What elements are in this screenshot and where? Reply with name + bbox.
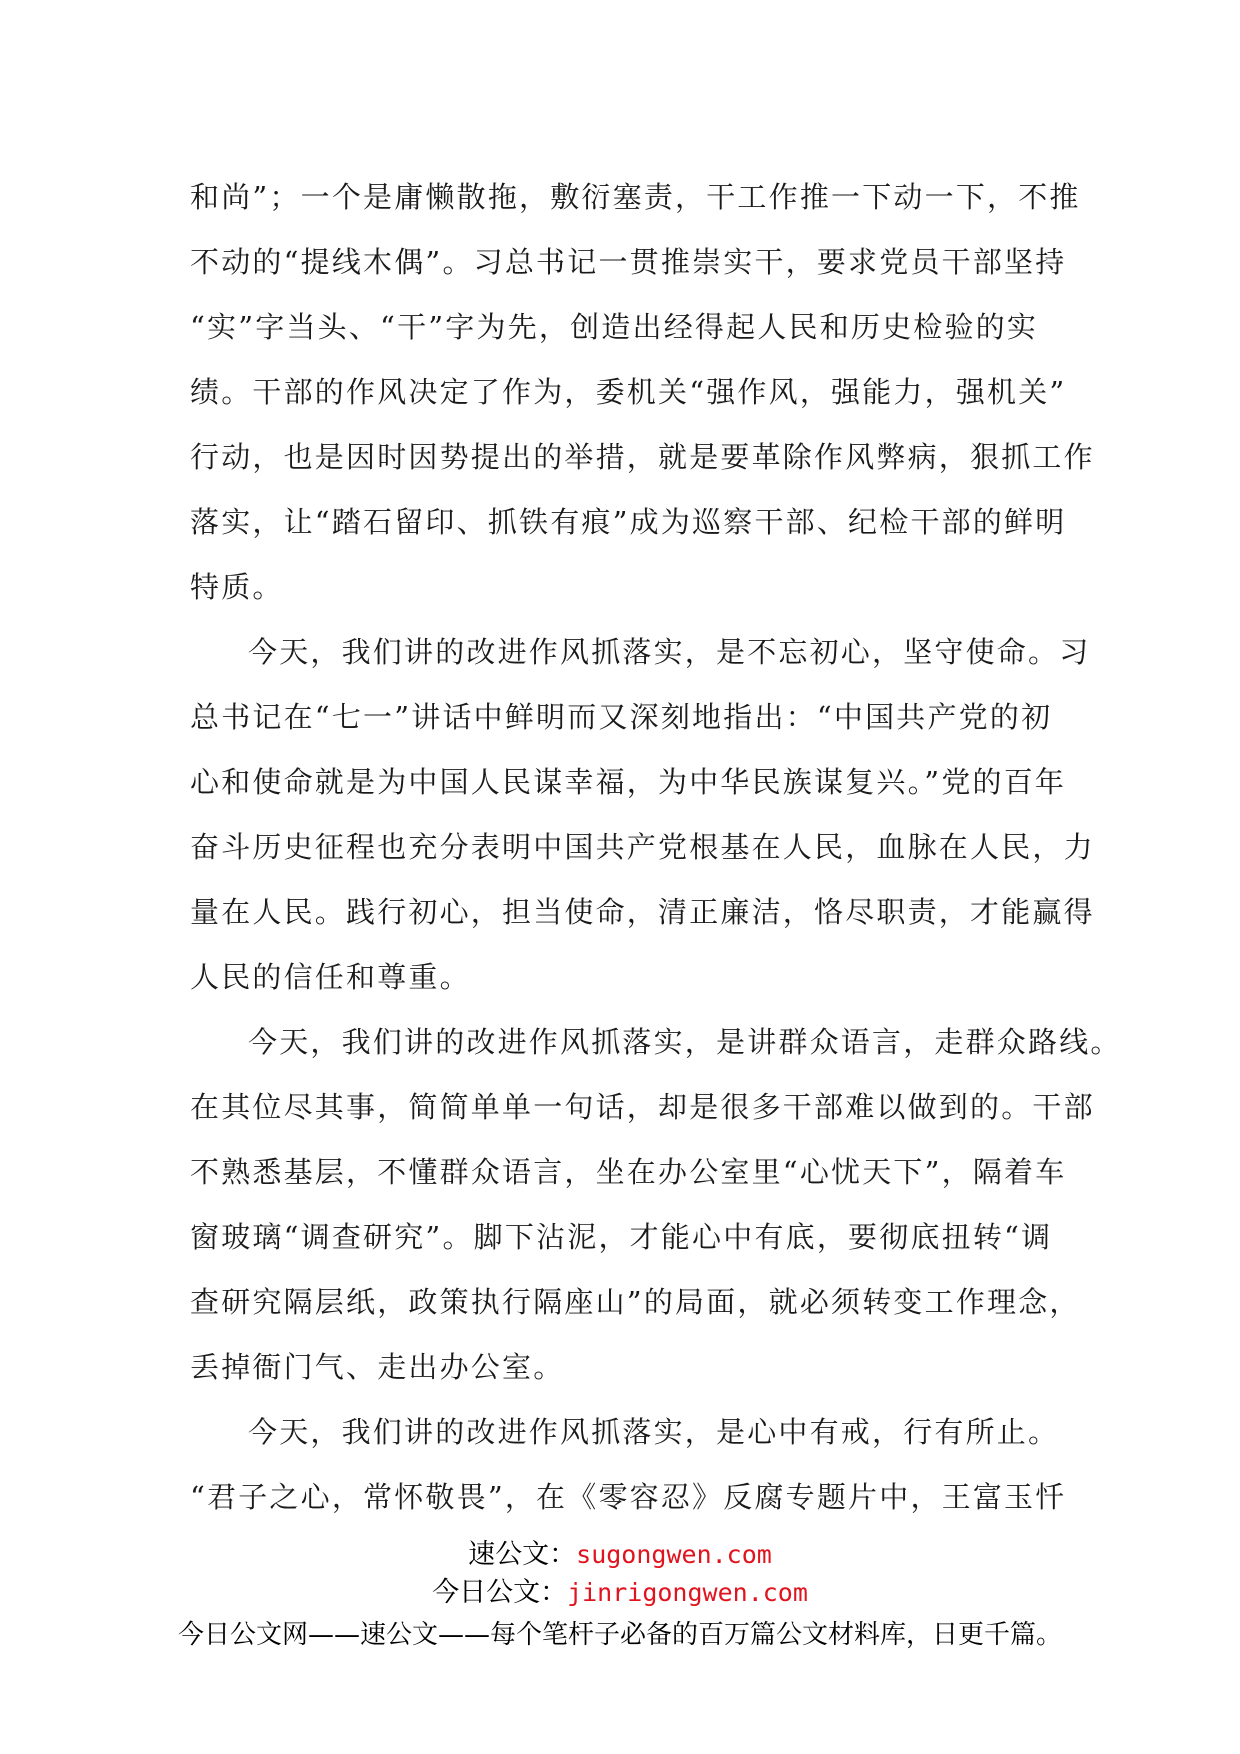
- footer-sugongwen-link[interactable]: sugongwen.com: [576, 1540, 772, 1569]
- body-line: “实”字当头、“干”字为先，创造出经得起人民和历史检验的实: [190, 310, 1039, 344]
- body-line: 心和使命就是为中国人民谋幸福，为中华民族谋复兴。”党的百年: [190, 765, 1067, 799]
- body-line: 丢掉衙门气、走出办公室。: [190, 1350, 565, 1384]
- body-line: 总书记在“七一”讲话中鲜明而又深刻地指出：“中国共产党的初: [190, 700, 1053, 734]
- body-line: 和尚”；一个是庸懒散拖，敷衍塞责，干工作推一下动一下，不推: [190, 180, 1081, 214]
- body-line: 行动，也是因时因势提出的举措，就是要革除作风弊病，狠抓工作: [190, 440, 1095, 474]
- body-line: 查研究隔层纸，政策执行隔座山”的局面，就必须转变工作理念，: [190, 1285, 1081, 1319]
- footer-jinrigongwen-link[interactable]: jinrigongwen.com: [567, 1578, 808, 1607]
- body-line: 绩。干部的作风决定了作为，委机关“强作风，强能力，强机关”: [190, 375, 1067, 409]
- footer-sugongwen-line: [0, 1536, 1240, 1574]
- body-line: 窗玻璃“调查研究”。脚下沾泥，才能心中有底，要彻底扭转“调: [190, 1220, 1053, 1254]
- paragraph-first-line: 今天，我们讲的改进作风抓落实，是心中有戒，行有所止。: [248, 1415, 1060, 1449]
- paragraph-first-line: 今天，我们讲的改进作风抓落实，是讲群众语言，走群众路线。: [248, 1025, 1122, 1059]
- body-line: “君子之心，常怀敬畏”，在《零容忍》反腐专题片中，王富玉忏: [190, 1480, 1067, 1514]
- footer-slogan: 今日公文网——速公文——每个笔杆子必备的百万篇公文材料库，日更千篇。: [177, 1620, 1062, 1650]
- document-body: [190, 165, 1122, 1530]
- footer-sugongwen-label: 速公文：: [468, 1539, 577, 1570]
- body-line: 不熟悉基层，不懂群众语言，坐在办公室里“心忧天下”，隔着车: [190, 1155, 1067, 1189]
- footer-jinrigongwen-label: 今日公文：: [432, 1577, 568, 1608]
- body-line: 落实，让“踏石留印、抓铁有痕”成为巡察干部、纪检干部的鲜明: [190, 505, 1067, 539]
- paragraph-first-line: 今天，我们讲的改进作风抓落实，是不忘初心，坚守使命。习: [248, 635, 1091, 669]
- body-line: 不动的“提线木偶”。习总书记一贯推崇实干，要求党员干部坚持: [190, 245, 1067, 279]
- body-line: 量在人民。践行初心，担当使命，清正廉洁，恪尽职责，才能赢得: [190, 895, 1095, 929]
- watermark-footer: [0, 1536, 1240, 1654]
- footer-jinrigongwen-line: [0, 1574, 1240, 1612]
- body-line: 人民的信任和尊重。: [190, 960, 471, 994]
- body-line: 在其位尽其事，简简单单一句话，却是很多干部难以做到的。干部: [190, 1090, 1095, 1124]
- body-line: 奋斗历史征程也充分表明中国共产党根基在人民，血脉在人民，力: [190, 830, 1095, 864]
- body-line: 特质。: [190, 570, 284, 604]
